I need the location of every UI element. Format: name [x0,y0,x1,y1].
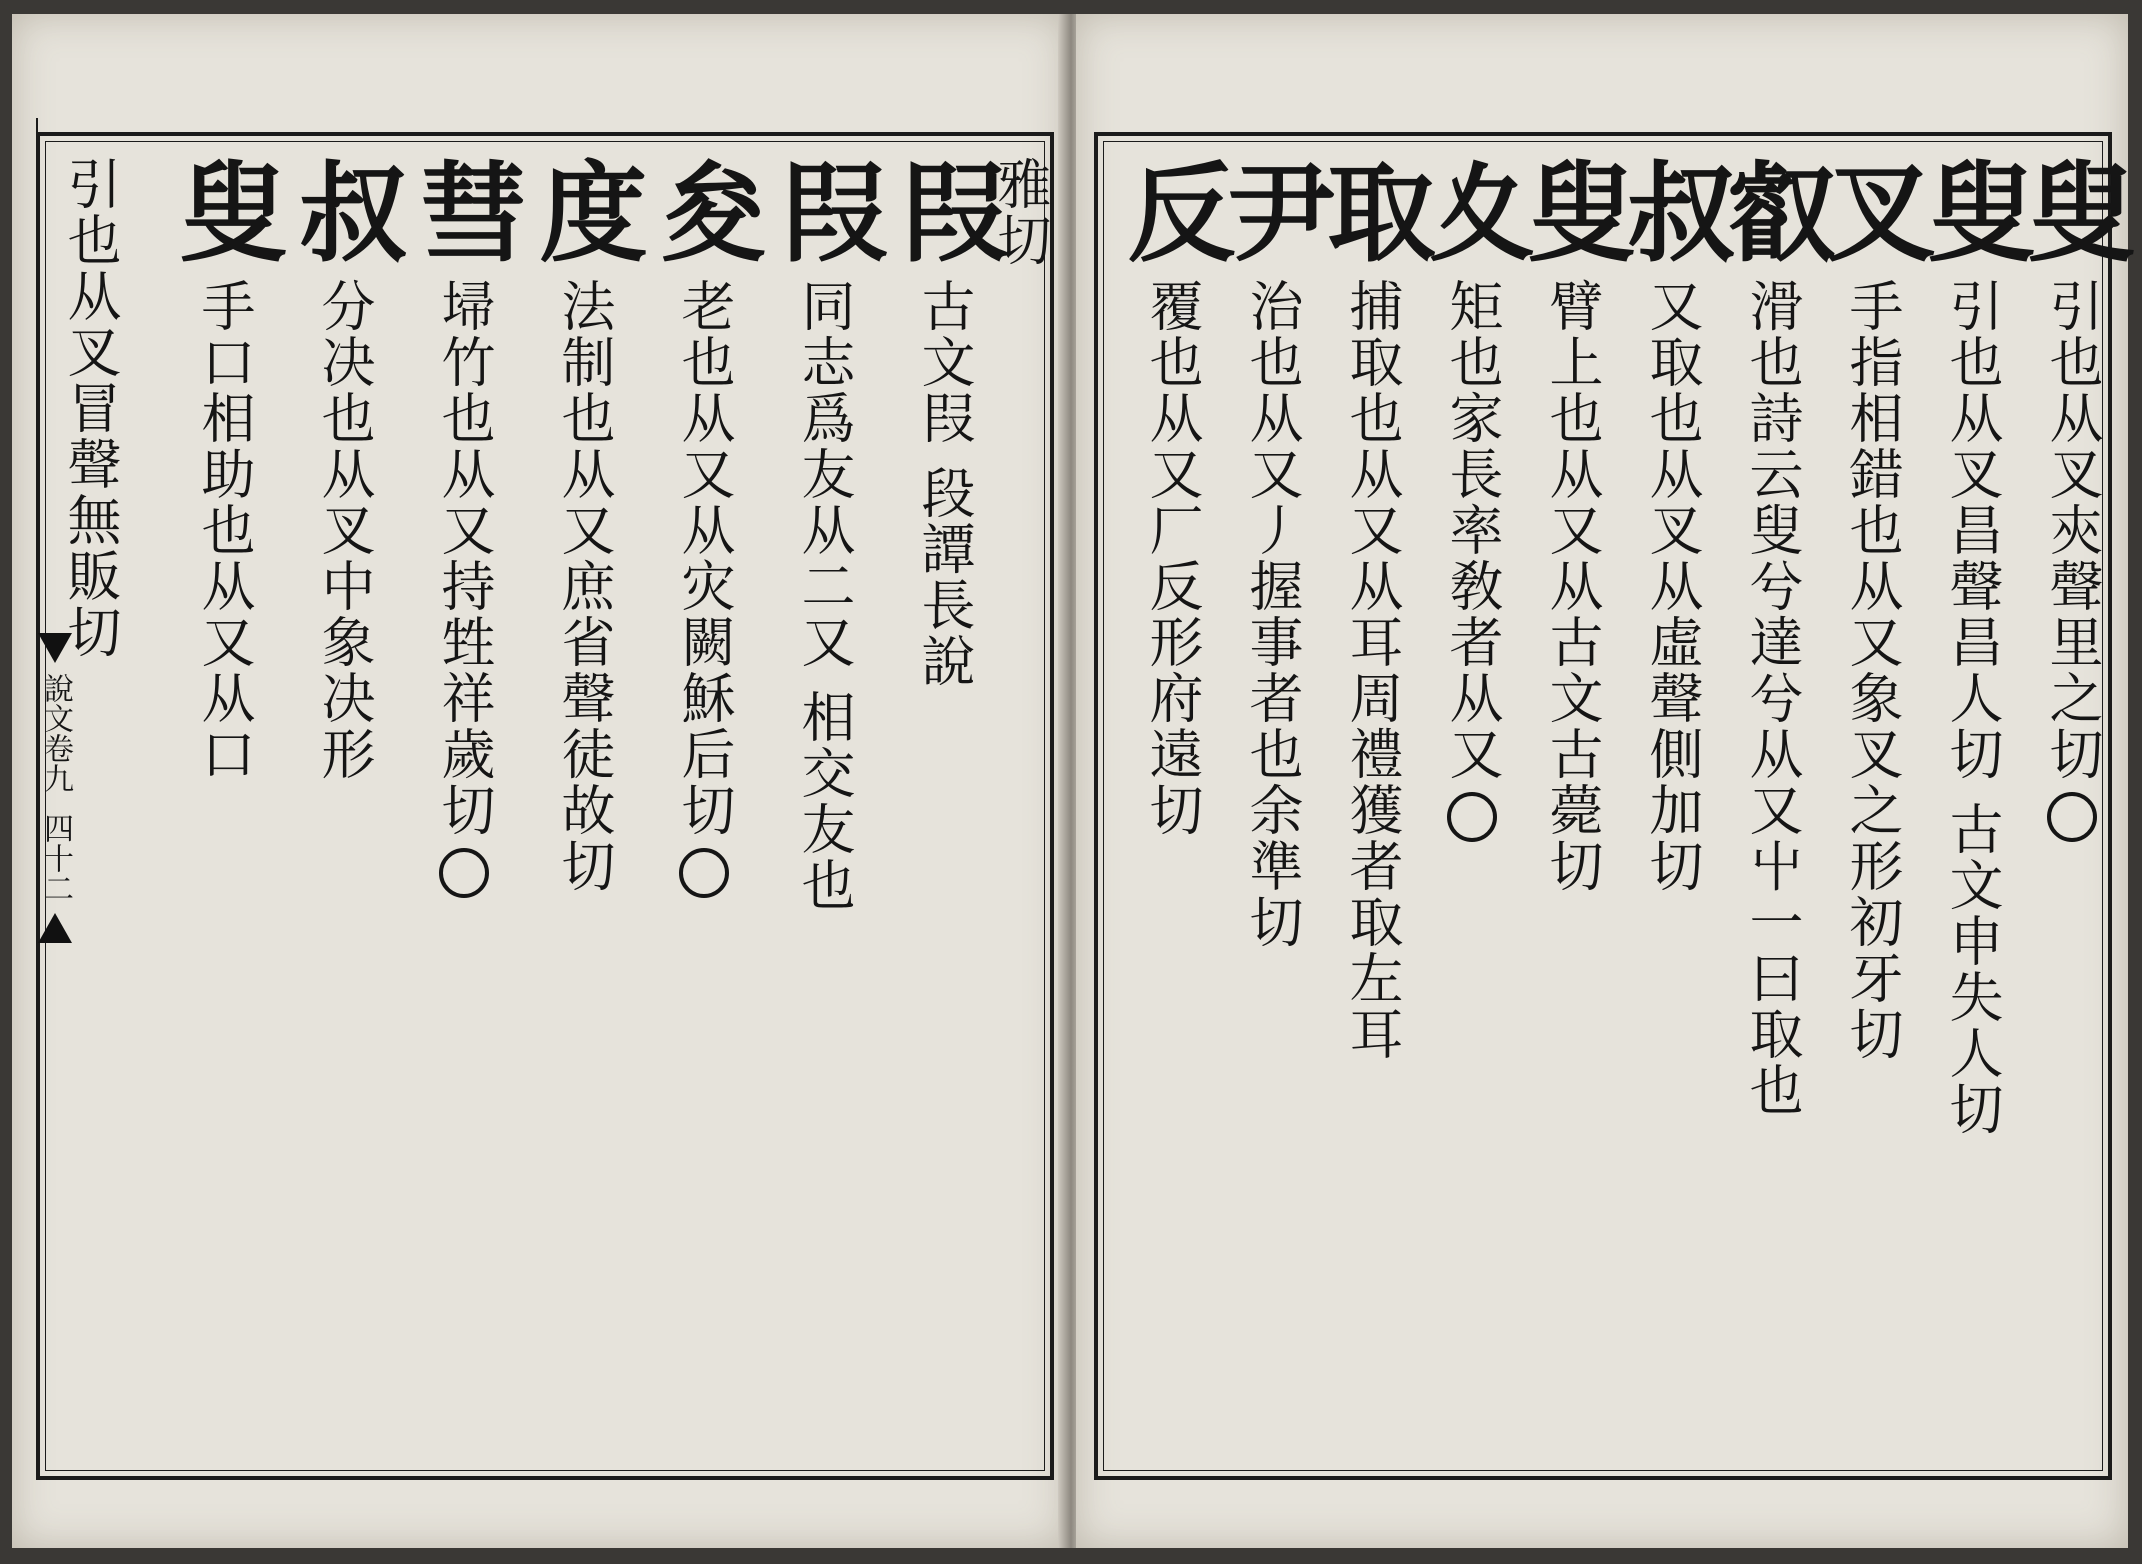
column-gloss: 矩也家長率敎者从又 [1441,278,1504,782]
text-column [1709,156,1835,1456]
column-gloss: 捕取也从又从耳周禮獲者取左耳 [1341,278,1404,1062]
seal-character: 叟 [1909,156,2035,272]
seal-character: 度 [521,156,647,272]
text-column [761,156,887,1456]
column-gloss: 老也从又从灾闕穌后切 [673,278,736,838]
fish-tail-mark-top [38,633,72,663]
text-column [1109,156,1235,1456]
left-page-frame [36,132,1054,1480]
column-gloss: 又取也从叉从虛聲側加切 [1641,278,1704,894]
seal-character: 反 [1109,156,1235,272]
seal-character: 叚 [761,156,887,272]
spine-title: 說文卷九 [38,673,73,793]
text-column [1409,156,1535,1456]
column-gloss: 引也从叉昌聲昌人切 古文申失人切 [1941,278,2004,1138]
right-page [1076,14,2135,1548]
column-gloss: 手指相錯也从又象叉之形初牙切 [1841,278,1904,1062]
column-gloss: 覆也从又厂反形府遠切 [1141,278,1204,838]
seal-character: 叟 [2009,156,2135,272]
text-column [281,156,407,1456]
spine-column [36,118,72,1458]
text-column [641,156,767,1456]
text-column [2009,156,2135,1456]
column-gloss: 滑也詩云叟兮達兮从又屮一曰取也 [1741,278,1804,1118]
seal-character: 叟 [1509,156,1635,272]
column-gloss: 治也从又丿握事者也余準切 [1241,278,1304,950]
circle-mark [1447,792,1497,842]
column-gloss: 古文叚 段譚長說 [913,278,976,690]
seal-character: 叉 [1809,156,1935,272]
seal-character: 叔 [281,156,407,272]
column-gloss: 臂上也从又从古文古薨切 [1541,278,1604,894]
circle-mark [2047,792,2097,842]
column-gloss: 雅切 [989,156,1052,268]
circle-mark [439,848,489,898]
column-gloss: 同志爲友从二又 相交友也 [793,278,856,914]
text-column [1809,156,1935,1456]
circle-mark [679,848,729,898]
column-gloss: 法制也从又庶省聲徒故切 [553,278,616,894]
column-gloss: 埽竹也从又持甡祥歲切 [433,278,496,838]
seal-character: 取 [1309,156,1435,272]
column-gloss: 手口相助也从又从口 [193,278,256,782]
text-column [521,156,647,1456]
seal-character: 夋 [641,156,767,272]
seal-character: 夊 [1409,156,1535,272]
seal-character: 叔 [1609,156,1735,272]
seal-character: 叟 [161,156,287,272]
text-column [1509,156,1635,1456]
text-column [161,156,287,1456]
text-column [1609,156,1735,1456]
left-page [12,14,1066,1548]
right-page-frame [1094,132,2135,1480]
text-column [401,156,527,1456]
seal-character: 叚 [881,156,1007,272]
column-gloss: 引也从叉冒聲無販切 [59,156,122,660]
column-gloss: 分决也从叉中象决形 [313,278,376,782]
text-column [1909,156,2035,1456]
column-gloss: 引也从叉㚒聲里之切 [2041,278,2104,782]
text-column [1209,156,1335,1456]
seal-character: 彗 [401,156,527,272]
text-column [990,156,1050,1456]
folio-number: 四十二 [38,813,73,903]
seal-character: 叡 [1709,156,1835,272]
seal-character: 尹 [1209,156,1335,272]
fish-tail-mark-bottom [38,913,72,943]
text-column [1309,156,1435,1456]
text-column [881,156,1007,1456]
